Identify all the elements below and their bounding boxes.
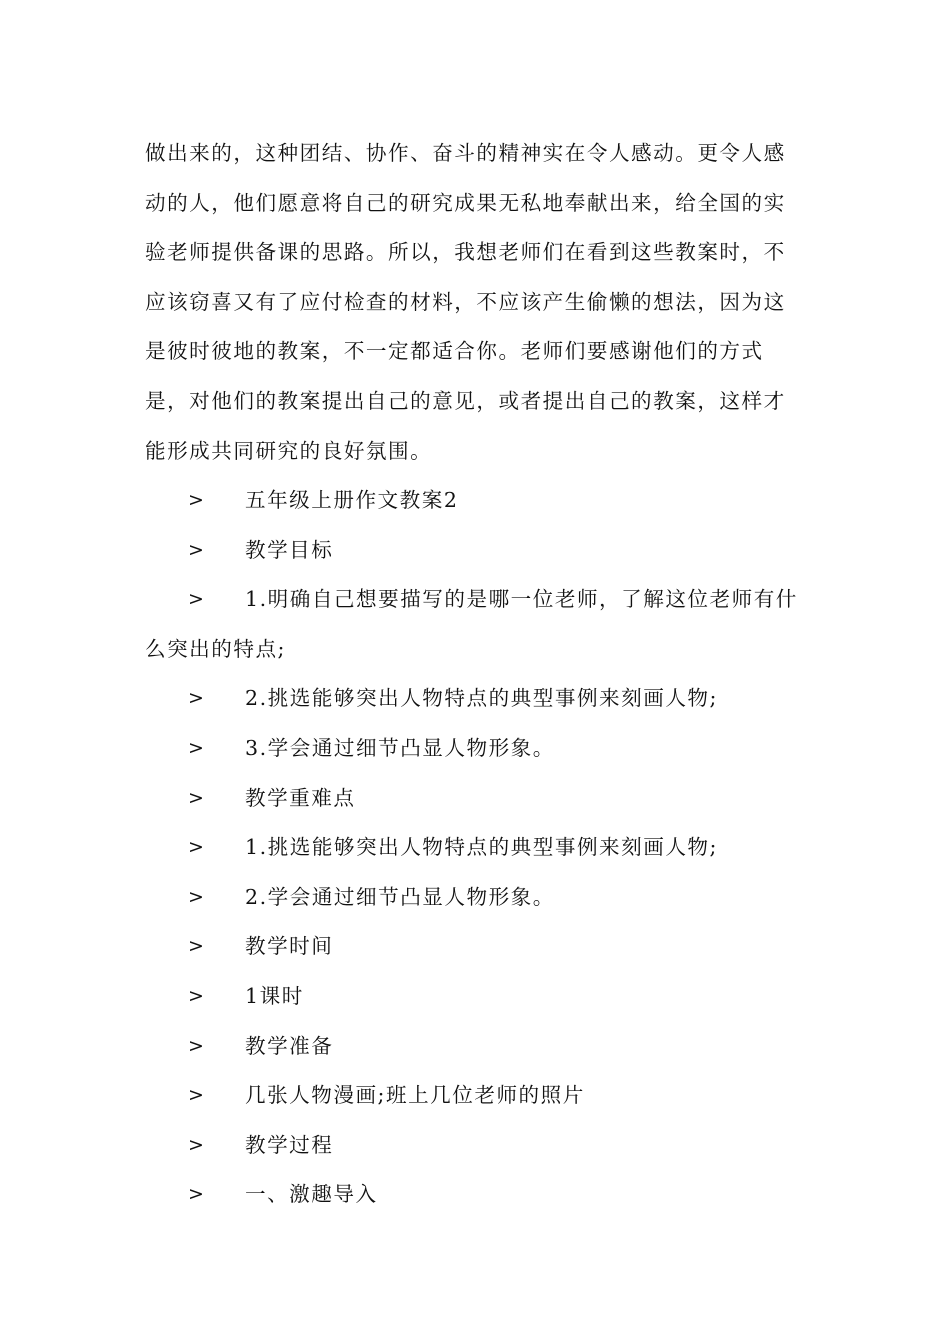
list-item <box>0 873 950 923</box>
chevron-right-icon: > <box>188 736 204 759</box>
chevron-right-icon: > <box>188 786 204 809</box>
chevron-right-icon: > <box>188 1183 204 1206</box>
chevron-right-icon: > <box>188 588 204 611</box>
paragraph-line: 动的人，他们愿意将自己的研究成果无私地奉献出来，给全国的实 <box>145 190 786 215</box>
section-heading-time: 教学时间 <box>245 934 334 959</box>
list-item <box>0 724 950 774</box>
chevron-right-icon: > <box>188 538 204 561</box>
list-item-text: 1课时 <box>245 983 304 1008</box>
list-item-text: 2.挑选能够突出人物特点的典型事例来刻画人物; <box>245 686 718 711</box>
list-item <box>0 1071 950 1121</box>
chevron-right-icon: > <box>188 984 204 1007</box>
list-item-continuation: 么突出的特点; <box>145 636 287 661</box>
intro-paragraph <box>145 129 805 476</box>
chevron-right-icon: > <box>188 836 204 859</box>
list-item-text: 2.学会通过细节凸显人物形象。 <box>245 884 555 909</box>
list-item <box>0 922 950 972</box>
paragraph-line: 做出来的，这种团结、协作、奋斗的精神实在令人感动。更令人感 <box>145 141 786 165</box>
list-item <box>0 823 950 873</box>
list-item-text: 1.明确自己想要描写的是哪一位老师，了解这位老师有什 <box>245 587 798 612</box>
section-heading-key-points: 教学重难点 <box>245 785 356 810</box>
chevron-right-icon: > <box>188 885 204 908</box>
paragraph-line: 验老师提供备课的思路。所以，我想老师们在看到这些教案时，不 <box>145 240 786 265</box>
chevron-right-icon: > <box>188 489 204 511</box>
list-item <box>0 526 950 576</box>
chevron-right-icon: > <box>188 687 204 710</box>
list-item-text: 3.学会通过细节凸显人物形象。 <box>245 735 555 760</box>
lesson-plan-title: 五年级上册作文教案2 <box>245 488 459 512</box>
chevron-right-icon: > <box>188 1034 204 1057</box>
section-heading-process: 教学过程 <box>245 1132 334 1157</box>
paragraph-line: 能形成共同研究的良好氛围。 <box>145 438 433 463</box>
list-item <box>0 774 950 824</box>
list-item <box>0 476 950 526</box>
lesson-plan-list <box>0 476 950 1220</box>
paragraph-line: 是，对他们的教案提出自己的意见，或者提出自己的教案，这样才 <box>145 388 786 413</box>
paragraph-line: 应该窃喜又有了应付检查的材料，不应该产生偷懒的想法，因为这 <box>145 289 786 314</box>
list-item <box>0 1121 950 1171</box>
section-heading-preparation: 教学准备 <box>245 1033 334 1058</box>
list-item-text: 一、激趣导入 <box>245 1182 378 1207</box>
list-item-text: 1.挑选能够突出人物特点的典型事例来刻画人物; <box>245 835 718 860</box>
list-item <box>0 1170 950 1220</box>
paragraph-line: 是彼时彼地的教案，不一定都适合你。老师们要感谢他们的方式 <box>145 339 764 364</box>
chevron-right-icon: > <box>188 935 204 958</box>
list-item <box>0 575 950 674</box>
list-item <box>0 972 950 1022</box>
list-item-text: 几张人物漫画;班上几位老师的照片 <box>245 1083 585 1108</box>
section-heading-objectives: 教学目标 <box>245 537 334 562</box>
list-item <box>0 1022 950 1072</box>
chevron-right-icon: > <box>188 1084 204 1107</box>
list-item <box>0 674 950 724</box>
chevron-right-icon: > <box>188 1133 204 1156</box>
